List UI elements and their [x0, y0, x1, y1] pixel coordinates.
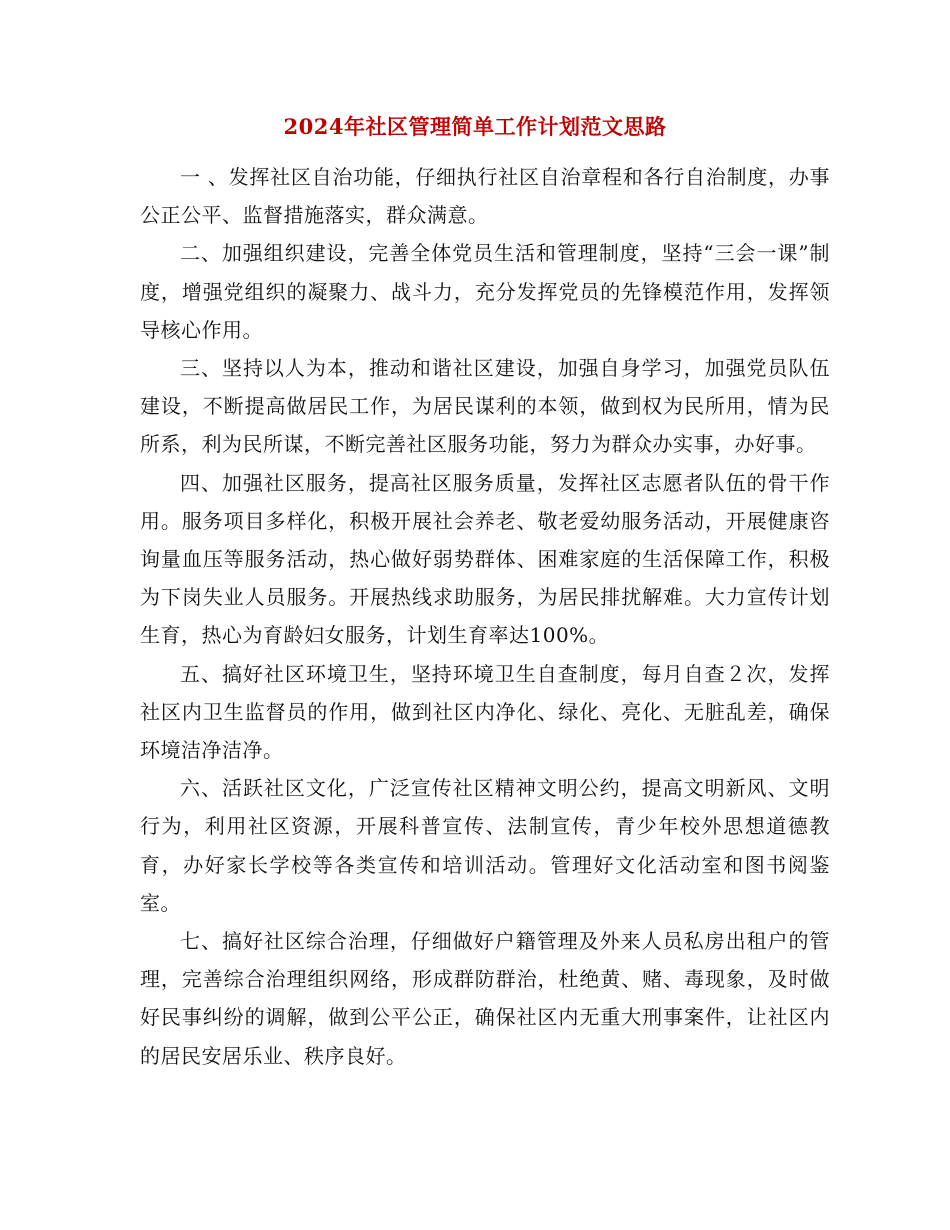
paragraph-1: 一 、发挥社区自治功能，仔细执行社区自治章程和各行自治制度，办事公正公平、监督措施落实，群众满意。	[140, 165, 830, 228]
paragraph-7: 七、搞好社区综合治理，仔细做好户籍管理及外来人员私房出租户的管理，完善综合治理组织网络，形成群防群治，杜绝黄、赌、毒现象，及时做好民事纠纷的调解，做到公平公正，确保社区内无重大刑事案件，让社区内的居民安居乐业、秩序良好。	[140, 929, 830, 1068]
paragraph-3: 三、坚持以人为本，推动和谐社区建设，加强自身学习，加强党员队伍建设，不断提高做居民工作，为居民谋利的本领，做到权为民所用，情为民所系，利为民所谋，不断完善社区服务功能，努力为群众办实事，办好事。	[140, 356, 830, 457]
document-body	[140, 158, 830, 1075]
document-title: 2024年社区管理简单工作计划范文思路	[283, 114, 667, 139]
paragraph-5: 五、搞好社区环境卫生，坚持环境卫生自查制度，每月自查２次，发挥社区内卫生监督员的作用，做到社区内净化、绿化、亮化、无脏乱差，确保环境洁净洁净。	[140, 661, 830, 763]
paragraph-4: 四、加强社区服务，提高社区服务质量，发挥社区志愿者队伍的骨干作用。服务项目多样化，积极开展社会养老、敬老爱幼服务活动，开展健康咨询量血压等服务活动，热心做好弱势群体、困难家庭的生活保障工作，积极为下岗失业人员服务。开展热线求助服务，为居民排扰解难。大力宣传计划生育，热心为育龄妇女服务，计划生育率达100%。	[140, 470, 830, 648]
paragraph-2: 二、加强组织建设，完善全体党员生活和管理制度，坚持“三会一课”制度，增强党组织的凝聚力、战斗力，充分发挥党员的先锋模范作用，发挥领导核心作用。	[140, 241, 830, 342]
paragraph-6: 六、活跃社区文化，广泛宣传社区精神文明公约，提高文明新风、文明行为，利用社区资源，开展科普宣传、法制宣传，青少年校外思想道德教育，办好家长学校等各类宣传和培训活动。管理好文化活动室和图书阅鉴室。	[140, 776, 830, 915]
